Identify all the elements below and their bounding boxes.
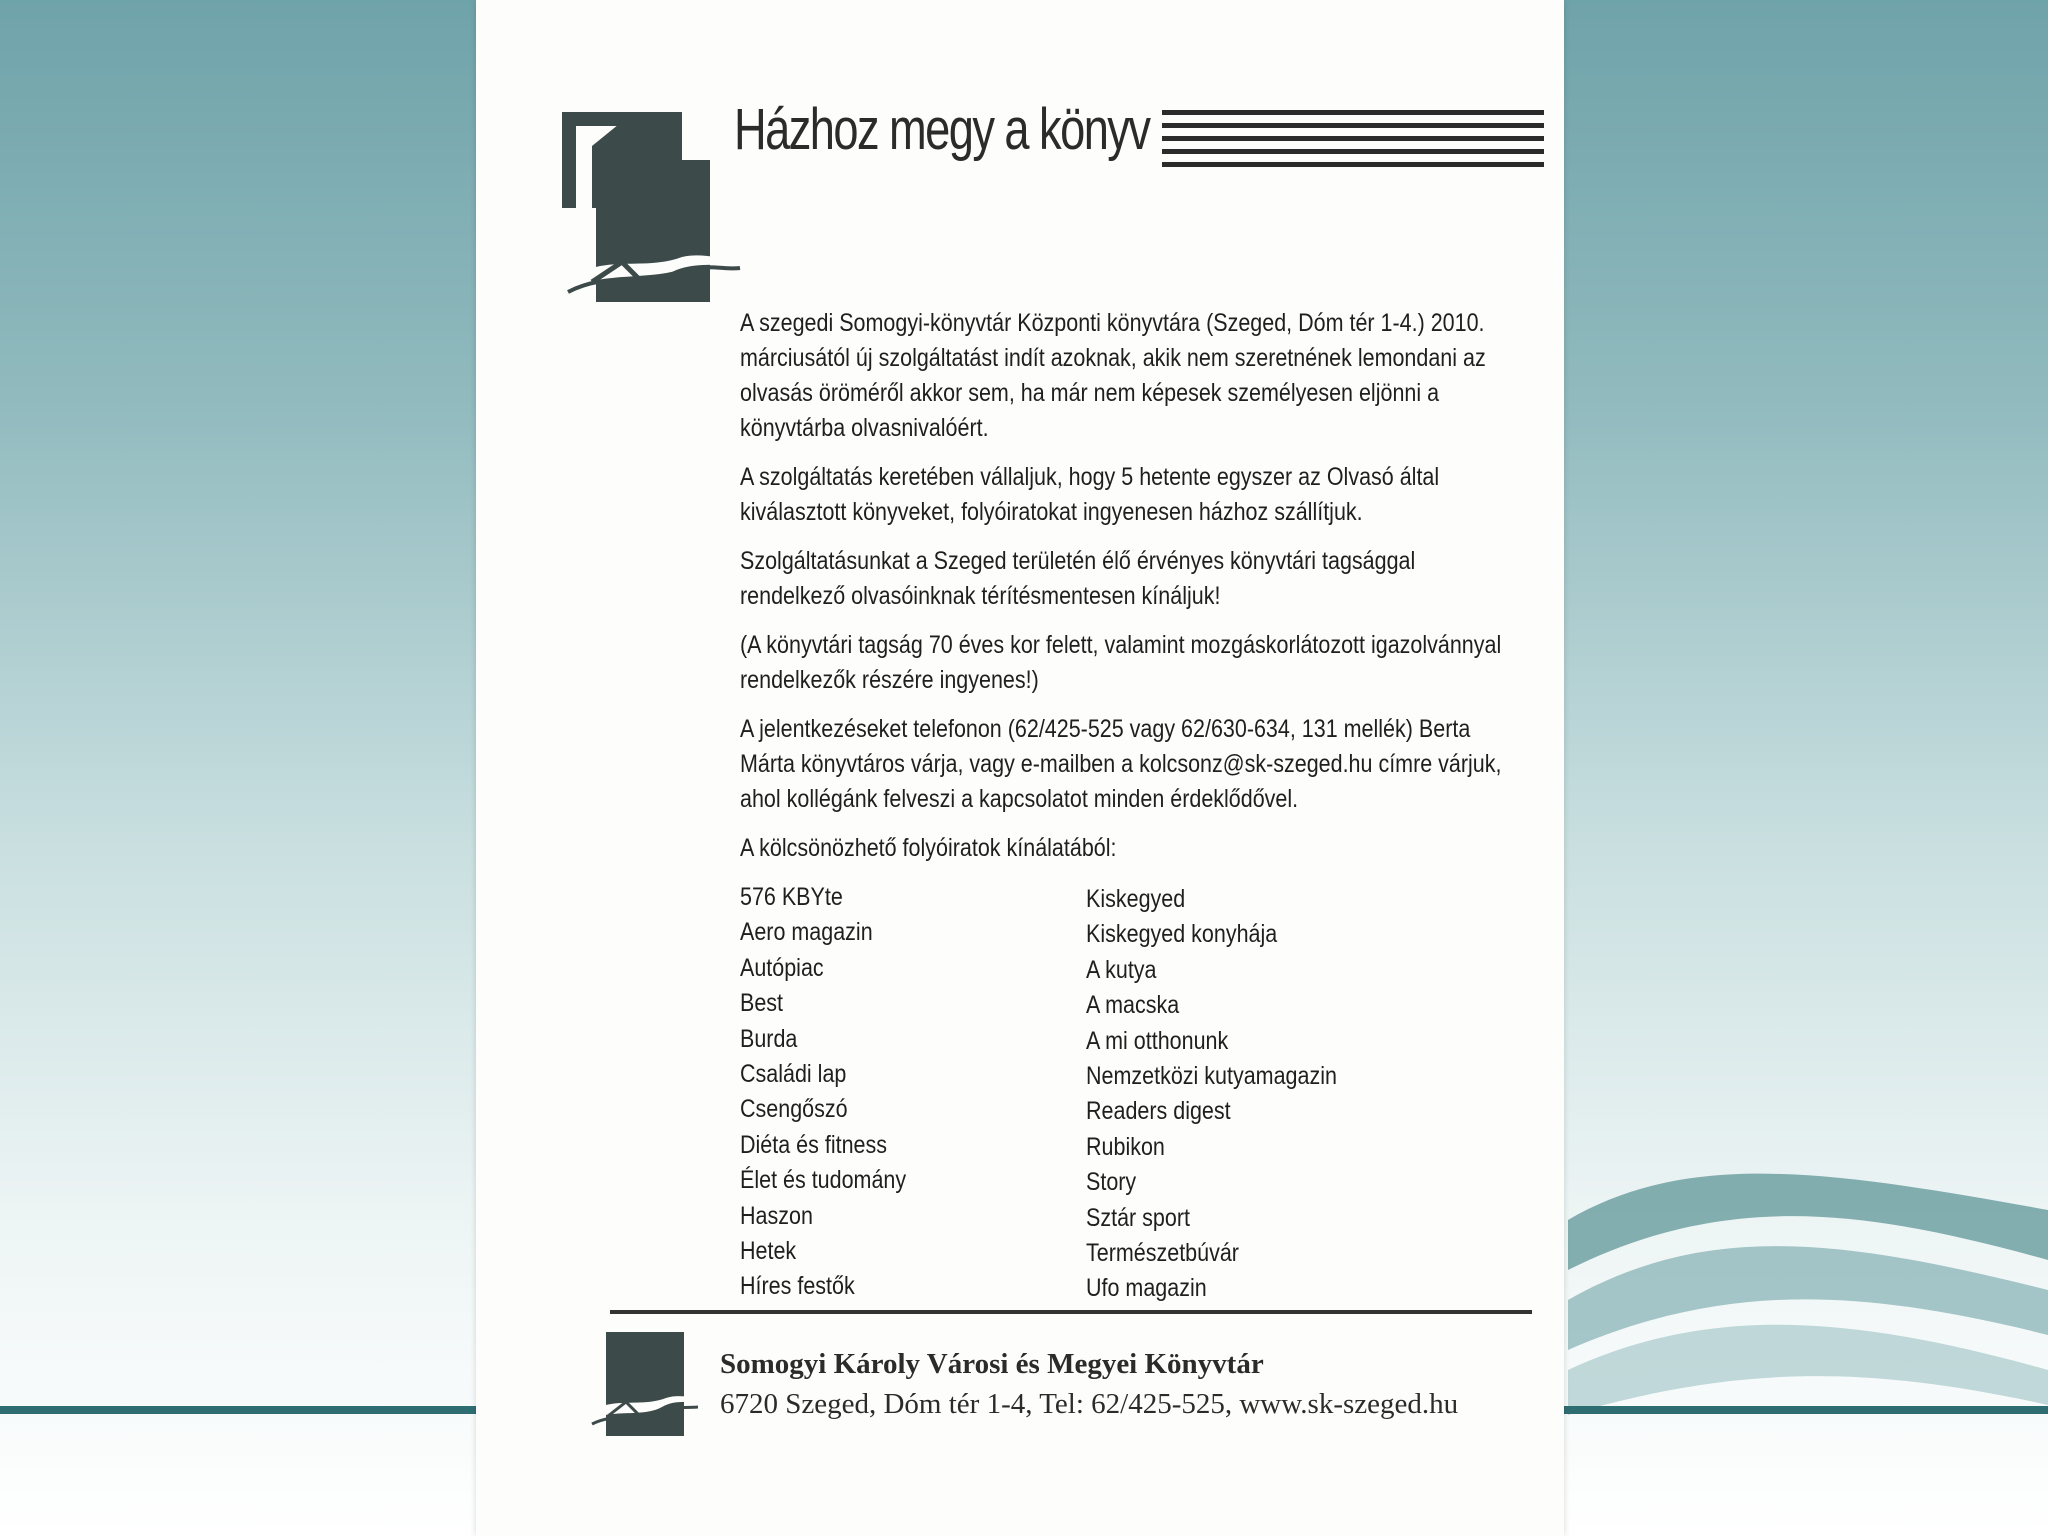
list-item: Nemzetközi kutyamagazin — [1086, 1062, 1337, 1091]
list-item: Hetek — [740, 1237, 797, 1266]
list-item: A macska — [1086, 991, 1180, 1020]
library-logo-small-icon — [588, 1332, 698, 1436]
list-item: Readers digest — [1086, 1097, 1231, 1126]
list-item: Ufo magazin — [1086, 1274, 1207, 1303]
list-item: Híres festők — [740, 1272, 855, 1301]
paragraph-intro: A szegedi Somogyi-könyvtár Központi könyvtára (Szeged, Dóm tér 1-4.) 2010. márciusától új szolgáltatást indít azoknak, akik nem szeretnének lemondani az olvasás öröméről akkor sem, ha már nem képesek személyesen eljönni a könyvtárba olvasnivalóért. — [740, 309, 1486, 442]
list-item: Élet és tudomány — [740, 1166, 907, 1195]
list-item: Sztár sport — [1086, 1203, 1190, 1232]
paragraph-contact: A jelentkezéseket telefonon (62/425-525 vagy 62/630-634, 131 mellék) Berta Márta könyvtáros várja, vagy e-mailben a kolcsonz@sk-szeged.hu címre várjuk, ahol kollégánk felveszi a kapcsolatot minden érdeklődővel. — [740, 715, 1502, 813]
journal-column-left — [740, 880, 1060, 1305]
list-item: Burda — [740, 1024, 798, 1053]
paragraph-service: A szolgáltatás keretében vállaljuk, hogy 5 hetente egyszer az Olvasó által kiválasztott könyveket, folyóiratokat ingyenesen házhoz szállítjuk. — [740, 463, 1440, 526]
journal-column-right — [1086, 882, 1406, 1307]
list-item: Rubikon — [1086, 1132, 1165, 1161]
list-item: Autópiac — [740, 953, 824, 982]
list-item: Családi lap — [740, 1060, 847, 1089]
accent-line-right — [1564, 1406, 2048, 1414]
list-item: Story — [1086, 1168, 1137, 1197]
list-item: Diéta és fitness — [740, 1130, 887, 1159]
list-item: Kiskegyed konyhája — [1086, 920, 1278, 949]
footer-library-name: Somogyi Károly Városi és Megyei Könyvtár — [720, 1348, 1264, 1380]
list-item: Haszon — [740, 1201, 813, 1230]
footer-address: 6720 Szeged, Dóm tér 1-4, Tel: 62/425-525, www.sk-szeged.hu — [720, 1388, 1459, 1420]
title-rule-lines — [1162, 110, 1544, 176]
paragraph-membership: (A könyvtári tagság 70 éves kor felett, valamint mozgáskorlátozott igazolvánnyal rendelkezők részére ingyenes!) — [740, 631, 1502, 694]
wave-decoration — [1568, 1150, 2048, 1450]
list-item: 576 KBYte — [740, 883, 843, 911]
accent-line-left — [0, 1406, 476, 1414]
list-item: A kutya — [1086, 955, 1157, 984]
scanned-flyer — [476, 0, 1564, 1536]
body-text — [740, 306, 1520, 880]
list-item: Csengőszó — [740, 1095, 848, 1124]
paragraph-offer: Szolgáltatásunkat a Szeged területén élő érvényes könyvtári tagsággal rendelkező olvasóinknak térítésmentesen kínáljuk! — [740, 547, 1416, 610]
paragraph-journals-heading: A kölcsönözhető folyóiratok kínálatából: — [740, 834, 1117, 862]
document-title: Házhoz megy a könyv — [734, 97, 1150, 162]
list-item: Best — [740, 989, 784, 1018]
footer-divider — [610, 1310, 1532, 1314]
list-item: Kiskegyed — [1086, 885, 1186, 913]
list-item: Aero magazin — [740, 918, 873, 947]
list-item: A mi otthonunk — [1086, 1026, 1229, 1055]
library-logo-icon — [562, 112, 742, 304]
list-item: Természetbúvár — [1086, 1239, 1239, 1268]
